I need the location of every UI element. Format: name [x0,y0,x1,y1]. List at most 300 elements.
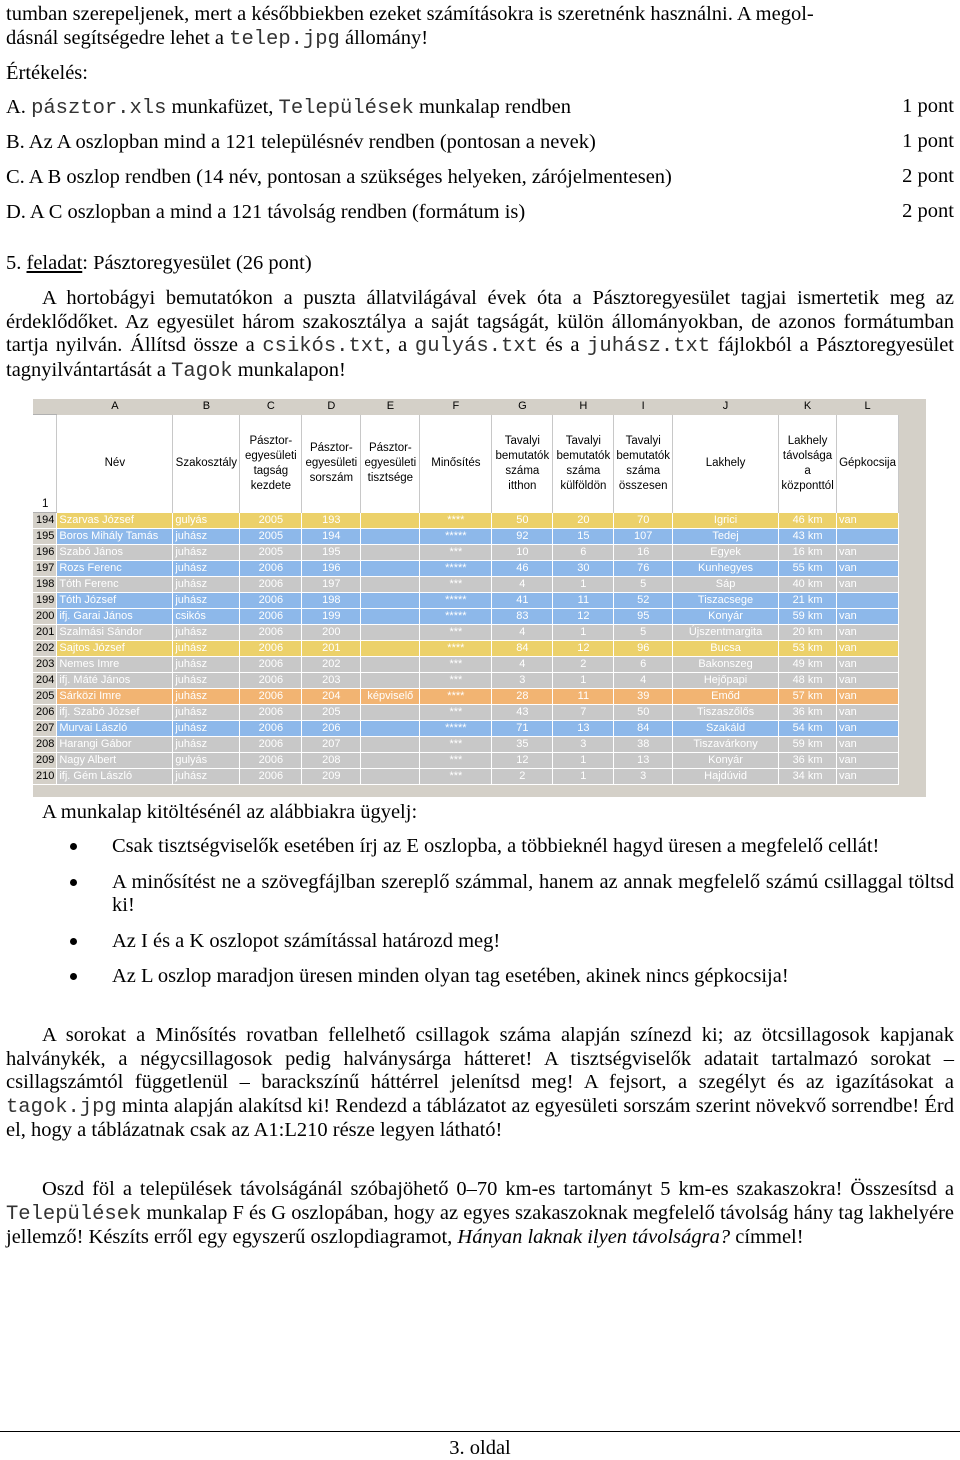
table-cell: 206 [302,721,361,737]
row-number: 199 [33,593,57,609]
table-cell: Nagy Albert [57,753,173,769]
filename: tagok.jpg [6,1095,117,1119]
table-cell: 205 [302,705,361,721]
table-cell: 35 [492,737,553,753]
chart-paragraph: Oszd föl a települések távolságánál szóbajöhető 0–70 km-es tartományt 5 km-es szakaszokra! Összesítsd a Települések munkalap F és G oszlopában, hogy az egyes szakaszoknak megfelelő távolság hány tag lakhelyére jellemző! Készíts erről egy egyszerű oszlopdiagramot, Hányan laknak ilyen távolságra? címmel! [6,1178,954,1248]
table-cell: 28 [492,689,553,705]
bullet-icon [70,879,77,886]
table-cell: 194 [302,529,361,545]
table-cell: 36 km [779,753,837,769]
table-cell: 199 [302,609,361,625]
table-cell: 2006 [240,625,302,641]
table-cell: *** [420,673,492,689]
table-cell: 2006 [240,609,302,625]
table-cell: 57 km [779,689,837,705]
row-number: 204 [33,673,57,689]
table-cell: ifj. Garai János [57,609,173,625]
column-header: Pásztor-egyesületi tisztsége [361,415,420,513]
column-header: Tavalyi bemutatók száma külföldön [553,415,614,513]
table-cell: 2005 [240,545,302,561]
column-header: Gépkocsija [837,415,899,513]
row-number: 197 [33,561,57,577]
table-cell: Szalmási Sándor [57,625,173,641]
footer-divider [0,1431,960,1432]
table-cell: 107 [614,529,673,545]
table-cell: 46 km [779,513,837,529]
table-cell: 13 [614,753,673,769]
table-cell: van [837,689,899,705]
table-cell: 2006 [240,657,302,673]
table-cell [361,753,420,769]
column-letter: E [361,399,420,415]
table-cell: 4 [492,577,553,593]
column-letter: H [553,399,614,415]
row-number: 206 [33,705,57,721]
table-cell: 49 km [779,657,837,673]
column-letter: J [673,399,779,415]
table-cell: 2006 [240,673,302,689]
table-cell: 95 [614,609,673,625]
table-cell: **** [420,513,492,529]
table-cell: van [837,753,899,769]
table-cell: 6 [614,657,673,673]
sheet-name: Tagok [171,359,233,383]
table-row [33,577,899,593]
table-cell: 20 [553,513,614,529]
table-cell: 2006 [240,577,302,593]
table-cell: Sáp [673,577,779,593]
table-cell: van [837,737,899,753]
column-header: Pásztor-egyesületi sorszám [302,415,361,513]
row-number: 209 [33,753,57,769]
table-cell: juhász [173,641,240,657]
table-cell: Tóth József [57,593,173,609]
table-cell: 193 [302,513,361,529]
table-cell: 208 [302,753,361,769]
table-cell: 41 [492,593,553,609]
table-cell: Boros Mihály Tamás [57,529,173,545]
table-cell: juhász [173,577,240,593]
table-cell: 207 [302,737,361,753]
table-cell: 2006 [240,593,302,609]
column-header-row [33,399,899,415]
table-cell: van [837,577,899,593]
bullet-icon [70,973,77,980]
table-row [33,753,899,769]
table-cell: 70 [614,513,673,529]
table-cell: 6 [553,545,614,561]
table-cell: ***** [420,593,492,609]
row-number: 194 [33,513,57,529]
column-header: Tavalyi bemutatók száma itthon [492,415,553,513]
table-cell: 71 [492,721,553,737]
table-cell: 52 [614,593,673,609]
table-cell: 202 [302,657,361,673]
table-cell: 50 [614,705,673,721]
table-cell: képviselő [361,689,420,705]
table-cell: 55 km [779,561,837,577]
table-cell: 2 [492,769,553,785]
row-number: 208 [33,737,57,753]
sheet-name: Települések [6,1202,142,1226]
table-cell [361,529,420,545]
table-cell: Murvai László [57,721,173,737]
table-row [33,657,899,673]
table-cell: 2 [553,657,614,673]
table-cell: 92 [492,529,553,545]
table-cell: **** [420,641,492,657]
points: 1 pont [902,130,954,152]
table-cell: 1 [553,753,614,769]
table-cell: Kunhegyes [673,561,779,577]
table-cell: 200 [302,625,361,641]
bullet-icon [70,938,77,945]
row-number: 210 [33,769,57,785]
table-cell: van [837,561,899,577]
table-cell: Újszentmargita [673,625,779,641]
table-cell: van [837,641,899,657]
table-row [33,737,899,753]
table-cell: ***** [420,721,492,737]
table-cell: 46 [492,561,553,577]
table-cell: 16 [614,545,673,561]
table-cell: 96 [614,641,673,657]
table-cell: juhász [173,689,240,705]
row-number: 203 [33,657,57,673]
filename: Települések [278,97,414,120]
row-number: 200 [33,609,57,625]
table-cell [837,529,899,545]
table-cell: *** [420,657,492,673]
table-row [33,593,899,609]
table-cell: ifj. Gém László [57,769,173,785]
table-cell: juhász [173,657,240,673]
table-cell: 204 [302,689,361,705]
table-cell: 12 [553,609,614,625]
table-cell: van [837,513,899,529]
instructions-intro: A munkalap kitöltésénél az alábbiakra ügyelj: [42,801,418,823]
table-cell: *** [420,625,492,641]
filename: gulyás.txt [414,335,538,358]
column-letter: F [420,399,492,415]
table-cell: Tóth Ferenc [57,577,173,593]
table-cell: 34 km [779,769,837,785]
table-cell: 2005 [240,529,302,545]
table-cell: *** [420,705,492,721]
table-cell: Emőd [673,689,779,705]
table-cell: Konyár [673,753,779,769]
table-cell: juhász [173,561,240,577]
table-row [33,705,899,721]
table-cell: gulyás [173,513,240,529]
table-cell [361,609,420,625]
row-number: 205 [33,689,57,705]
table-cell: Tiszaszőlős [673,705,779,721]
table-cell: 30 [553,561,614,577]
row-number: 202 [33,641,57,657]
task-paragraph: A hortobágyi bemutatókon a puszta állatvilágával évek óta a Pásztoregyesület tagjai ismertetik meg az érdeklődőket. Az egyesület három szakosztálya a saját tagságát, külön állományokban, de azonos formátumban tartja nyilván. Állítsd össze a csikós.txt, a gulyás.txt és a juhász.txt fájlokból a Pásztoregyesület tagnyilvántartását a Tagok munkalapon! [6,287,954,383]
row-number: 198 [33,577,57,593]
filename: pásztor.xls [31,97,167,120]
table-cell: 1 [553,625,614,641]
filename: telep.jpg [229,28,340,51]
table-cell: Igrici [673,513,779,529]
table-cell: 4 [492,625,553,641]
table-cell: ***** [420,561,492,577]
table-row [33,625,899,641]
table-cell: van [837,657,899,673]
row-number: 195 [33,529,57,545]
row-number: 201 [33,625,57,641]
table-cell: 11 [553,593,614,609]
table-cell: van [837,625,899,641]
table-cell: 203 [302,673,361,689]
table-cell [361,705,420,721]
table-cell: csikós [173,609,240,625]
table-cell [361,737,420,753]
eval-item-c: C. A B oszlop rendben (14 név, pontosan a szükséges helyeken, zárójelmentesen) [6,166,672,188]
eval-item-b: B. Az A oszlopban mind a 121 településnév rendben (pontosan a nevek) [6,131,596,153]
table-cell: 2006 [240,769,302,785]
text-line: tumban szerepeljenek, mert a későbbiekben ezeket számításokra is szeretnénk használni. A megol- [6,3,814,25]
table-cell: van [837,721,899,737]
table-cell: 53 km [779,641,837,657]
table-cell: 12 [553,641,614,657]
table-cell: ifj. Szabó József [57,705,173,721]
column-header: Szakosztály [173,415,240,513]
table-cell: 13 [553,721,614,737]
list-item: Csak tisztségviselők esetében írj az E oszlopba, a többieknél hagyd üresen a megfelelő cellát! [70,835,954,859]
table-cell: Harangi Gábor [57,737,173,753]
table-cell: 198 [302,593,361,609]
table-cell: 43 [492,705,553,721]
table-cell: 3 [492,673,553,689]
table-cell: juhász [173,673,240,689]
table-cell: 5 [614,577,673,593]
table-cell: juhász [173,529,240,545]
column-letter: B [173,399,240,415]
table-cell: 195 [302,545,361,561]
table-cell: van [837,705,899,721]
table-row [33,545,899,561]
table-cell: 2005 [240,513,302,529]
table-cell: juhász [173,593,240,609]
table-cell: 3 [614,769,673,785]
column-header: Tavalyi bemutatók száma összesen [614,415,673,513]
table-cell: Bucsa [673,641,779,657]
column-header: Pásztor-egyesületi tagság kezdete [240,415,302,513]
table-cell: 54 km [779,721,837,737]
task-heading: 5. feladat: Pásztoregyesület (26 pont) [6,252,312,274]
table-cell: gulyás [173,753,240,769]
table-cell: Rozs Ferenc [57,561,173,577]
table-cell: juhász [173,737,240,753]
table-cell: 12 [492,753,553,769]
table-cell: 2006 [240,689,302,705]
table-cell: 10 [492,545,553,561]
table-cell: *** [420,737,492,753]
column-header: Lakhely távolsága a központtól [779,415,837,513]
table-cell: juhász [173,769,240,785]
table-cell: Szakáld [673,721,779,737]
table-cell: 11 [553,689,614,705]
table-cell: ifj. Máté János [57,673,173,689]
table-cell: Tiszavárkony [673,737,779,753]
table-cell: 3 [553,737,614,753]
table-cell: 4 [492,657,553,673]
spreadsheet-table [33,399,899,785]
table-cell: van [837,673,899,689]
table-cell: **** [420,689,492,705]
table-cell [361,657,420,673]
table-cell: 2006 [240,753,302,769]
table-cell: 1 [553,769,614,785]
column-header: Lakhely [673,415,779,513]
table-cell: Szarvas József [57,513,173,529]
eval-item-a: A. pásztor.xls munkafüzet, Települések munkalap rendben [6,96,571,120]
column-letter: D [302,399,361,415]
table-row [33,689,899,705]
instruction-list [70,835,954,1001]
table-cell: Konyár [673,609,779,625]
table-cell: 50 [492,513,553,529]
column-letter: K [779,399,837,415]
table-cell: *** [420,545,492,561]
table-cell: ***** [420,609,492,625]
table-cell [361,641,420,657]
table-cell: 209 [302,769,361,785]
table-cell: 196 [302,561,361,577]
table-cell: van [837,769,899,785]
row-number: 1 [33,415,57,513]
table-cell: 84 [492,641,553,657]
text-line: dásnál segítségedre lehet a telep.jpg állomány! [6,27,429,51]
column-header: Minősítés [420,415,492,513]
table-cell: 16 km [779,545,837,561]
table-cell: *** [420,769,492,785]
table-cell: 39 [614,689,673,705]
column-letter: I [614,399,673,415]
table-cell: 48 km [779,673,837,689]
table-cell: juhász [173,721,240,737]
points: 2 pont [902,200,954,222]
filename: juhász.txt [587,335,711,358]
table-cell: Tedej [673,529,779,545]
table-cell: 2006 [240,561,302,577]
column-letter: C [240,399,302,415]
table-row [33,641,899,657]
table-cell: 36 km [779,705,837,721]
table-cell: 2006 [240,705,302,721]
eval-title: Értékelés: [6,62,88,84]
table-cell: van [837,545,899,561]
page-number: 3. oldal [449,1437,511,1459]
table-cell: *** [420,577,492,593]
table-cell: ***** [420,529,492,545]
table-row [33,721,899,737]
table-cell: 2006 [240,641,302,657]
table-cell: 38 [614,737,673,753]
table-cell: 197 [302,577,361,593]
column-letter: L [837,399,899,415]
table-cell: 1 [553,577,614,593]
table-cell: Sárközi Imre [57,689,173,705]
table-cell: 2006 [240,737,302,753]
table-cell: 5 [614,625,673,641]
table-cell: van [837,609,899,625]
row-number: 207 [33,721,57,737]
table-cell [837,593,899,609]
table-cell [361,721,420,737]
table-cell [361,593,420,609]
table-cell: 21 km [779,593,837,609]
table-cell: 84 [614,721,673,737]
table-cell: 43 km [779,529,837,545]
table-cell [361,577,420,593]
table-row [33,769,899,785]
coloring-paragraph: A sorokat a Minősítés rovatban fellelhető csillagok száma alapján színezd ki; az ötcsillagosok kapjanak halványkék, a négycsillagosok pedig halványsárga hátteret! A tisztségviselők adatait tartalmazó sorokat – csillagszámtól függetlenül – barackszínű háttérrel jelenítsd meg! A fejsort, a szegélyt és az igazításokat a tagok.jpg minta alapján alakítsd ki! Rendezd a táblázatot az egyesületi sorszám szerint növekvő sorrendbe! Érd el, hogy a táblázatnak csak az A1:L210 része legyen látható! [6,1024,954,1141]
table-cell: Szabó János [57,545,173,561]
table-cell: 59 km [779,737,837,753]
table-cell: 76 [614,561,673,577]
table-cell: 4 [614,673,673,689]
points: 1 pont [902,95,954,117]
list-item: Az I és a K oszlopot számítással határozd meg! [70,930,954,954]
column-letter: A [57,399,173,415]
table-cell: juhász [173,705,240,721]
bullet-icon [70,843,77,850]
list-item: A minősítést ne a szövegfájlban szereplő számmal, hanem az annak megfelelő számú csillaggal töltsd ki! [70,871,954,918]
table-row [33,561,899,577]
table-row [33,513,899,529]
column-letter: G [492,399,553,415]
table-cell [361,545,420,561]
table-cell: 20 km [779,625,837,641]
table-cell [361,513,420,529]
table-cell: Sajtos József [57,641,173,657]
list-item: Az L oszlop maradjon üresen minden olyan tag esetében, akinek nincs gépkocsija! [70,965,954,989]
points: 2 pont [902,165,954,187]
table-cell: juhász [173,545,240,561]
table-cell: 83 [492,609,553,625]
table-cell: 1 [553,673,614,689]
eval-item-d: D. A C oszlopban a mind a 121 távolság rendben (formátum is) [6,201,526,223]
column-header: Név [57,415,173,513]
table-cell: 40 km [779,577,837,593]
table-cell: 59 km [779,609,837,625]
table-cell: 15 [553,529,614,545]
table-row [33,673,899,689]
header-row [33,415,899,513]
row-number: 196 [33,545,57,561]
table-cell: Nemes Imre [57,657,173,673]
table-cell: 7 [553,705,614,721]
table-cell: juhász [173,625,240,641]
table-cell: Hejőpapi [673,673,779,689]
table-cell: Tiszacsege [673,593,779,609]
table-row [33,609,899,625]
table-cell: Hajdúvid [673,769,779,785]
table-cell [361,673,420,689]
table-row [33,529,899,545]
spreadsheet-screenshot [33,399,926,797]
filename: csikós.txt [262,335,386,358]
table-cell [361,561,420,577]
table-cell: Bakonszeg [673,657,779,673]
table-cell [361,625,420,641]
table-cell: 2006 [240,721,302,737]
table-cell [361,769,420,785]
